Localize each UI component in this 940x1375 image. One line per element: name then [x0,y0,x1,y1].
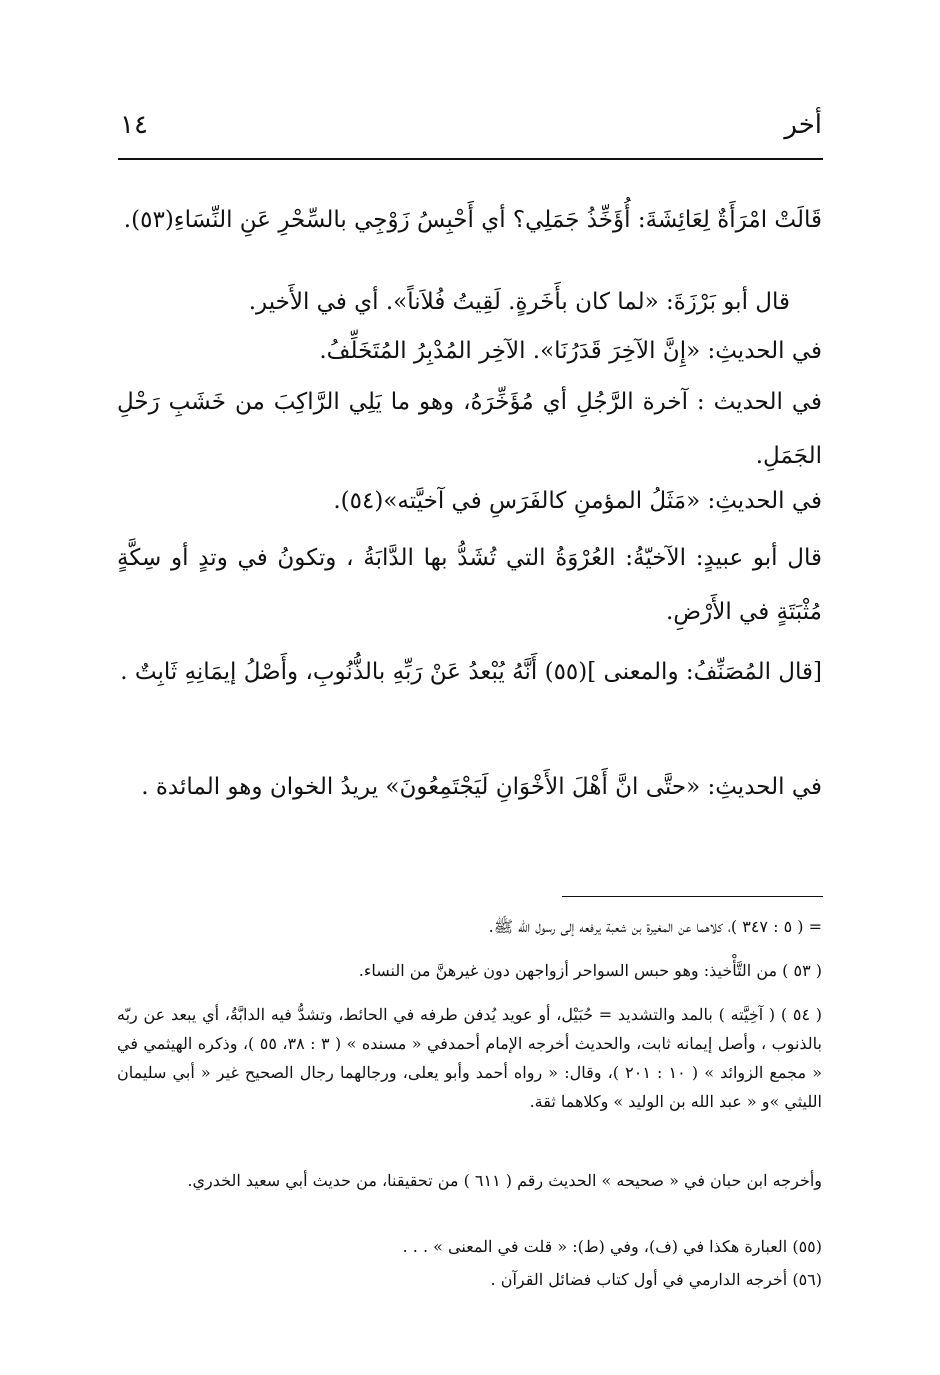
paragraph-1: قَالَتْ امْرَأَةٌ لِعَائِشَةَ: أُؤَخِّذُ جَمَلِي؟ أي أَحْبِسُ زَوْجِي بالسِّحْرِ عَنِ النِّسَاءِ(٥٣). [123,207,822,233]
footnote-54-continued: وأخرجه ابن حبان في « صحيحه » الحديث رقم ( ٦١١ ) من تحقيقنا، من حديث أبي سعيد الخدري. [187,1171,822,1190]
paragraph-3: في الحديثِ: «إِنَّ الآخِرَ قَدَرُنَا». الآخِر المُدْبِرُ المُتَخَلِّفُ. [319,338,822,364]
page-number: ١٤ [120,110,148,140]
footnote-53: ( ٥٣ ) من التَّأْخيذ: وهو حبس السواحر أزواجهن دون غيرهنَّ من النساء. [358,961,822,980]
paragraph-6: قال أبو عبيدٍ: الآخيّةُ: العُرْوَةُ التي تُشَدُّ بها الدَّابَةُ ، وتكونُ في وتدٍ أو سِكَّةٍ مُثْبَتَةٍ في الأَرْضِ. [117,545,822,625]
header-rule [118,158,823,160]
footnote-54: ( ٥٤ ) ( آخِيَّته ) بالمد والتشديد = حُبَيْل، أو عويد يُدفن طرفه في الحائط، وتشدُّ فيه الدابَّةُ، أي يبعد عن ربّه بالذنوب ، وأصل إيمانه ثابت، والحديث أخرجه الإمام أحمدفي « مسنده » ( ٣ : ٣٨، ٥٥ )، وذكره الهيثمي في « مجمع الزوائد » ( ١٠ : ٢٠١ )، وقال: « رواه أحمد وأبو يعلى، ورجالهما رجال الصحيح غير « أبي سليمان الليثي »و « عبد الله بن الوليد » وكلاهما ثقة. [117,1005,823,1111]
paragraph-8: في الحديثِ: «حتَّى انَّ أَهْلَ الأَخْوَانِ لَيَجْتَمِعُونَ» يريدُ الخوان وهو المائدة . [141,774,822,800]
running-head-title: أخر [784,110,822,140]
paragraph-7: [قال المُصَنِّفُ: والمعنى ](٥٥) أَنَّهُ يُبْعدُ عَنْ رَبِّهِ بالذُّنُوبِ، وأَصْلُ إيمَانِهِ ثَابِتٌ . [120,659,822,685]
footnote-rule [562,896,823,897]
paragraph-2: قال أبو بَرْزَةَ: «لما كان بأَخَرةٍ. لَقِيتُ فُلاَناً». أي في الأَخير. [248,289,790,315]
footnote-continued: = ( ٥ : ٣٤٧ )، كلاهما عن المغيرة بن شعبة يرفعه إلى رسول الله ﷺ. [488,917,822,936]
footnote-55: (٥٥) العبارة هكذا في (ف)، وفي (ط): « قلت في المعنى » . . . [402,1237,822,1256]
paragraph-5: في الحديثِ: «مَثَلُ المؤمنِ كالفَرَسِ في آخيَّته»(٥٤). [333,488,822,514]
footnote-56: (٥٦) أخرجه الدارمي في أول كتاب فضائل القرآن . [490,1270,822,1289]
paragraph-4: في الحديث : آخرة الرَّجُلِ أي مُؤَخِّرَهُ، وهو ما يَلِي الرَّاكِبَ من خَشَبِ رَحْلِ الجَمَلِ. [117,389,822,469]
